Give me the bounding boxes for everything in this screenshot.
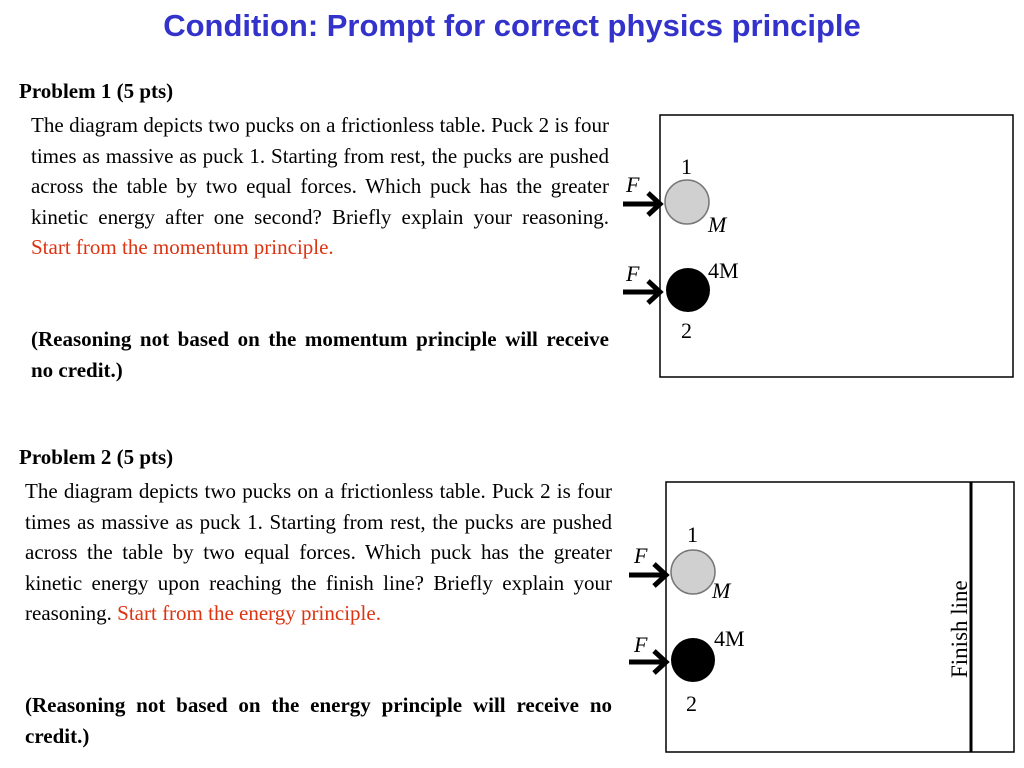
puck-2 — [671, 638, 715, 682]
puck1-number: 1 — [681, 154, 692, 179]
puck-1 — [665, 180, 709, 224]
puck2-mass: 4M — [714, 626, 745, 651]
problem1-prompt: Start from the momentum principle. — [31, 235, 334, 259]
puck2-mass: 4M — [708, 258, 739, 283]
force-label-1: F — [634, 543, 648, 568]
problem1-body: The diagram depicts two pucks on a frictionless table. Puck 2 is four times as massive as puck 1. Starting from rest, the pucks are pushed across the table by two equal forces. Which puck has the greater kinetic energy after one second? Briefly explain your reasoning. — [31, 113, 609, 229]
puck1-mass: M — [712, 578, 731, 603]
problem1-text — [31, 110, 609, 263]
puck1-number: 1 — [687, 522, 698, 547]
problem1-note: (Reasoning not based on the momentum principle will receive no credit.) — [31, 327, 609, 382]
puck-2 — [666, 268, 710, 312]
problem2-heading: Problem 2 (5 pts) — [19, 445, 174, 469]
puck-1 — [671, 550, 715, 594]
force-label-1: F — [626, 172, 640, 197]
problem2-text — [25, 476, 612, 629]
puck2-number: 2 — [686, 691, 697, 716]
problem2-prompt: Start from the energy principle. — [117, 601, 381, 625]
problem1-heading: Problem 1 (5 pts) — [19, 79, 174, 103]
table-outline — [660, 115, 1013, 377]
puck2-number: 2 — [681, 318, 692, 343]
force-label-2: F — [634, 632, 648, 657]
page-title: Condition: Prompt for correct physics principle — [163, 8, 861, 43]
problem1-diagram — [620, 112, 1016, 380]
problem2-note: (Reasoning not based on the energy principle will receive no credit.) — [25, 693, 612, 748]
problem2-body: The diagram depicts two pucks on a frictionless table. Puck 2 is four times as massive as puck 1. Starting from rest, the pucks are pushed across the table by two equal forces. Which puck has the greater kinetic energy upon reaching the finish line? Briefly explain your reasoning. — [25, 479, 612, 625]
problem2-diagram — [626, 480, 1018, 756]
puck1-mass: M — [708, 212, 727, 237]
force-label-2: F — [626, 261, 640, 286]
finish-line-label: Finish line — [947, 580, 972, 678]
